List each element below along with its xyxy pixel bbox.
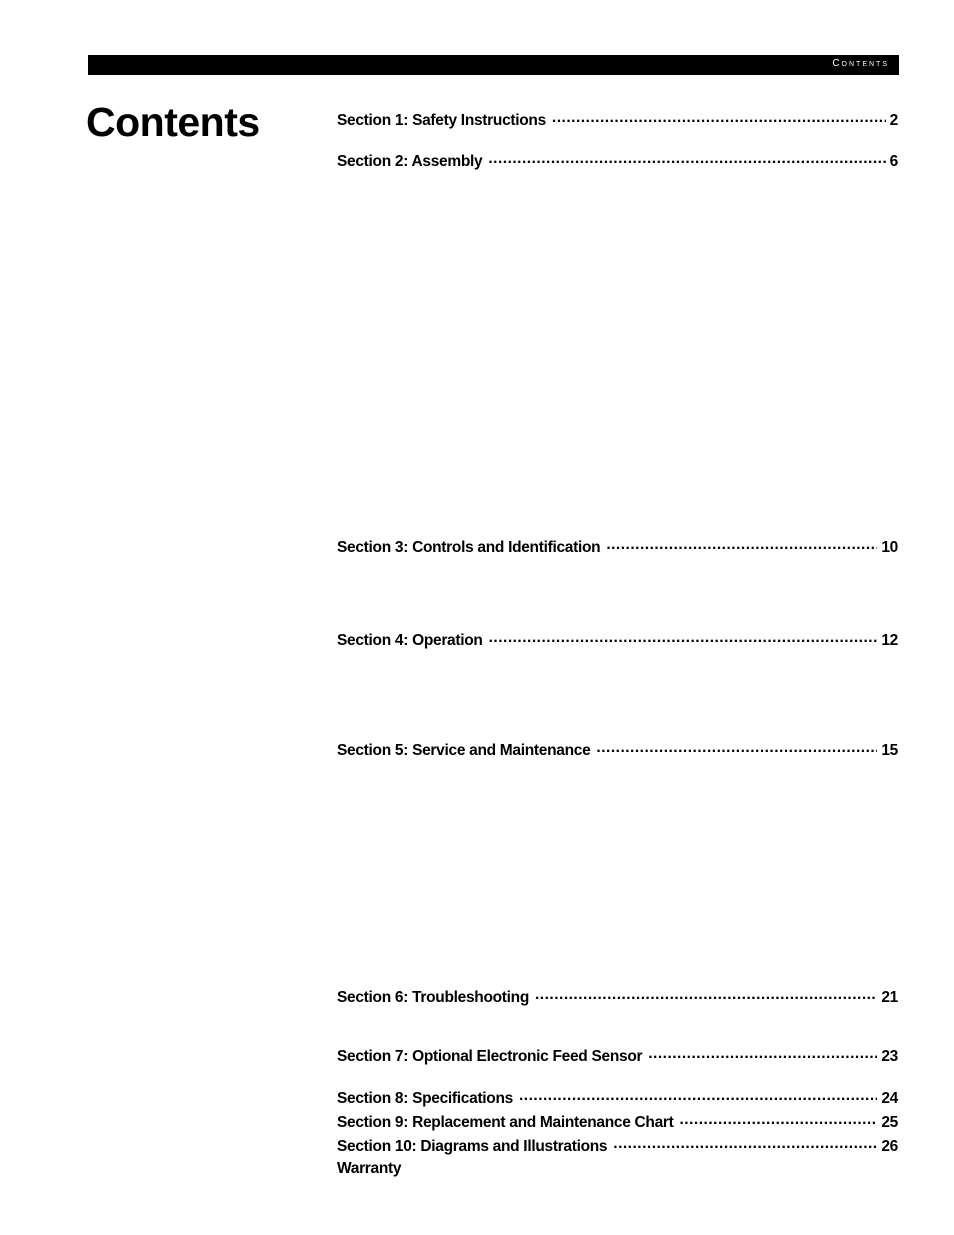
page-title: Contents xyxy=(86,99,260,145)
toc-entry-section-10[interactable] xyxy=(337,1135,898,1155)
toc-entry-section-3[interactable] xyxy=(337,536,898,556)
dot-leader xyxy=(680,1111,878,1127)
toc-entry-section-6[interactable] xyxy=(337,986,898,1006)
toc-entry-section-1[interactable] xyxy=(337,109,898,129)
toc-page-number: 6 xyxy=(886,153,898,171)
toc-entry-section-4[interactable] xyxy=(337,629,898,649)
toc-page-number: 25 xyxy=(877,1114,898,1132)
dot-leader xyxy=(606,536,877,552)
dot-leader xyxy=(596,739,877,755)
toc-page-number: 15 xyxy=(877,742,898,760)
toc-entry-section-5[interactable] xyxy=(337,739,898,759)
toc-entry-warranty[interactable] xyxy=(337,1160,898,1180)
toc-label: Section 8: Specifications xyxy=(337,1089,513,1107)
header-label: Contents xyxy=(832,58,889,69)
toc-page-number: 26 xyxy=(877,1138,898,1156)
toc-label: Section 4: Operation xyxy=(337,631,483,649)
toc-entry-section-9[interactable] xyxy=(337,1111,898,1131)
dot-leader xyxy=(535,986,877,1002)
dot-leader xyxy=(489,629,878,645)
toc-page-number: 24 xyxy=(877,1090,898,1108)
toc-page-number: 12 xyxy=(877,632,898,650)
toc-page-number: 10 xyxy=(877,539,898,557)
toc-label: Warranty xyxy=(337,1160,402,1177)
toc-entry-section-2[interactable] xyxy=(337,150,898,170)
toc-page-number: 21 xyxy=(877,989,898,1007)
dot-leader xyxy=(488,150,885,166)
toc-entry-section-8[interactable] xyxy=(337,1087,898,1107)
toc-page-number: 2 xyxy=(886,112,898,130)
dot-leader xyxy=(552,109,886,125)
toc-entry-section-7[interactable] xyxy=(337,1045,898,1065)
toc-label: Section 6: Troubleshooting xyxy=(337,988,529,1006)
toc-label: Section 3: Controls and Identification xyxy=(337,538,601,556)
dot-leader xyxy=(519,1087,877,1103)
header-bar xyxy=(88,55,899,75)
toc-page-number: 23 xyxy=(877,1048,898,1066)
toc-label: Section 1: Safety Instructions xyxy=(337,111,546,129)
toc-label: Section 5: Service and Maintenance xyxy=(337,741,591,759)
toc-label: Section 9: Replacement and Maintenance Chart xyxy=(337,1113,674,1131)
toc-label: Section 10: Diagrams and Illustrations xyxy=(337,1137,608,1155)
dot-leader xyxy=(613,1135,877,1151)
toc-label: Section 2: Assembly xyxy=(337,152,483,170)
dot-leader xyxy=(648,1045,877,1061)
toc-label: Section 7: Optional Electronic Feed Sensor xyxy=(337,1047,643,1065)
